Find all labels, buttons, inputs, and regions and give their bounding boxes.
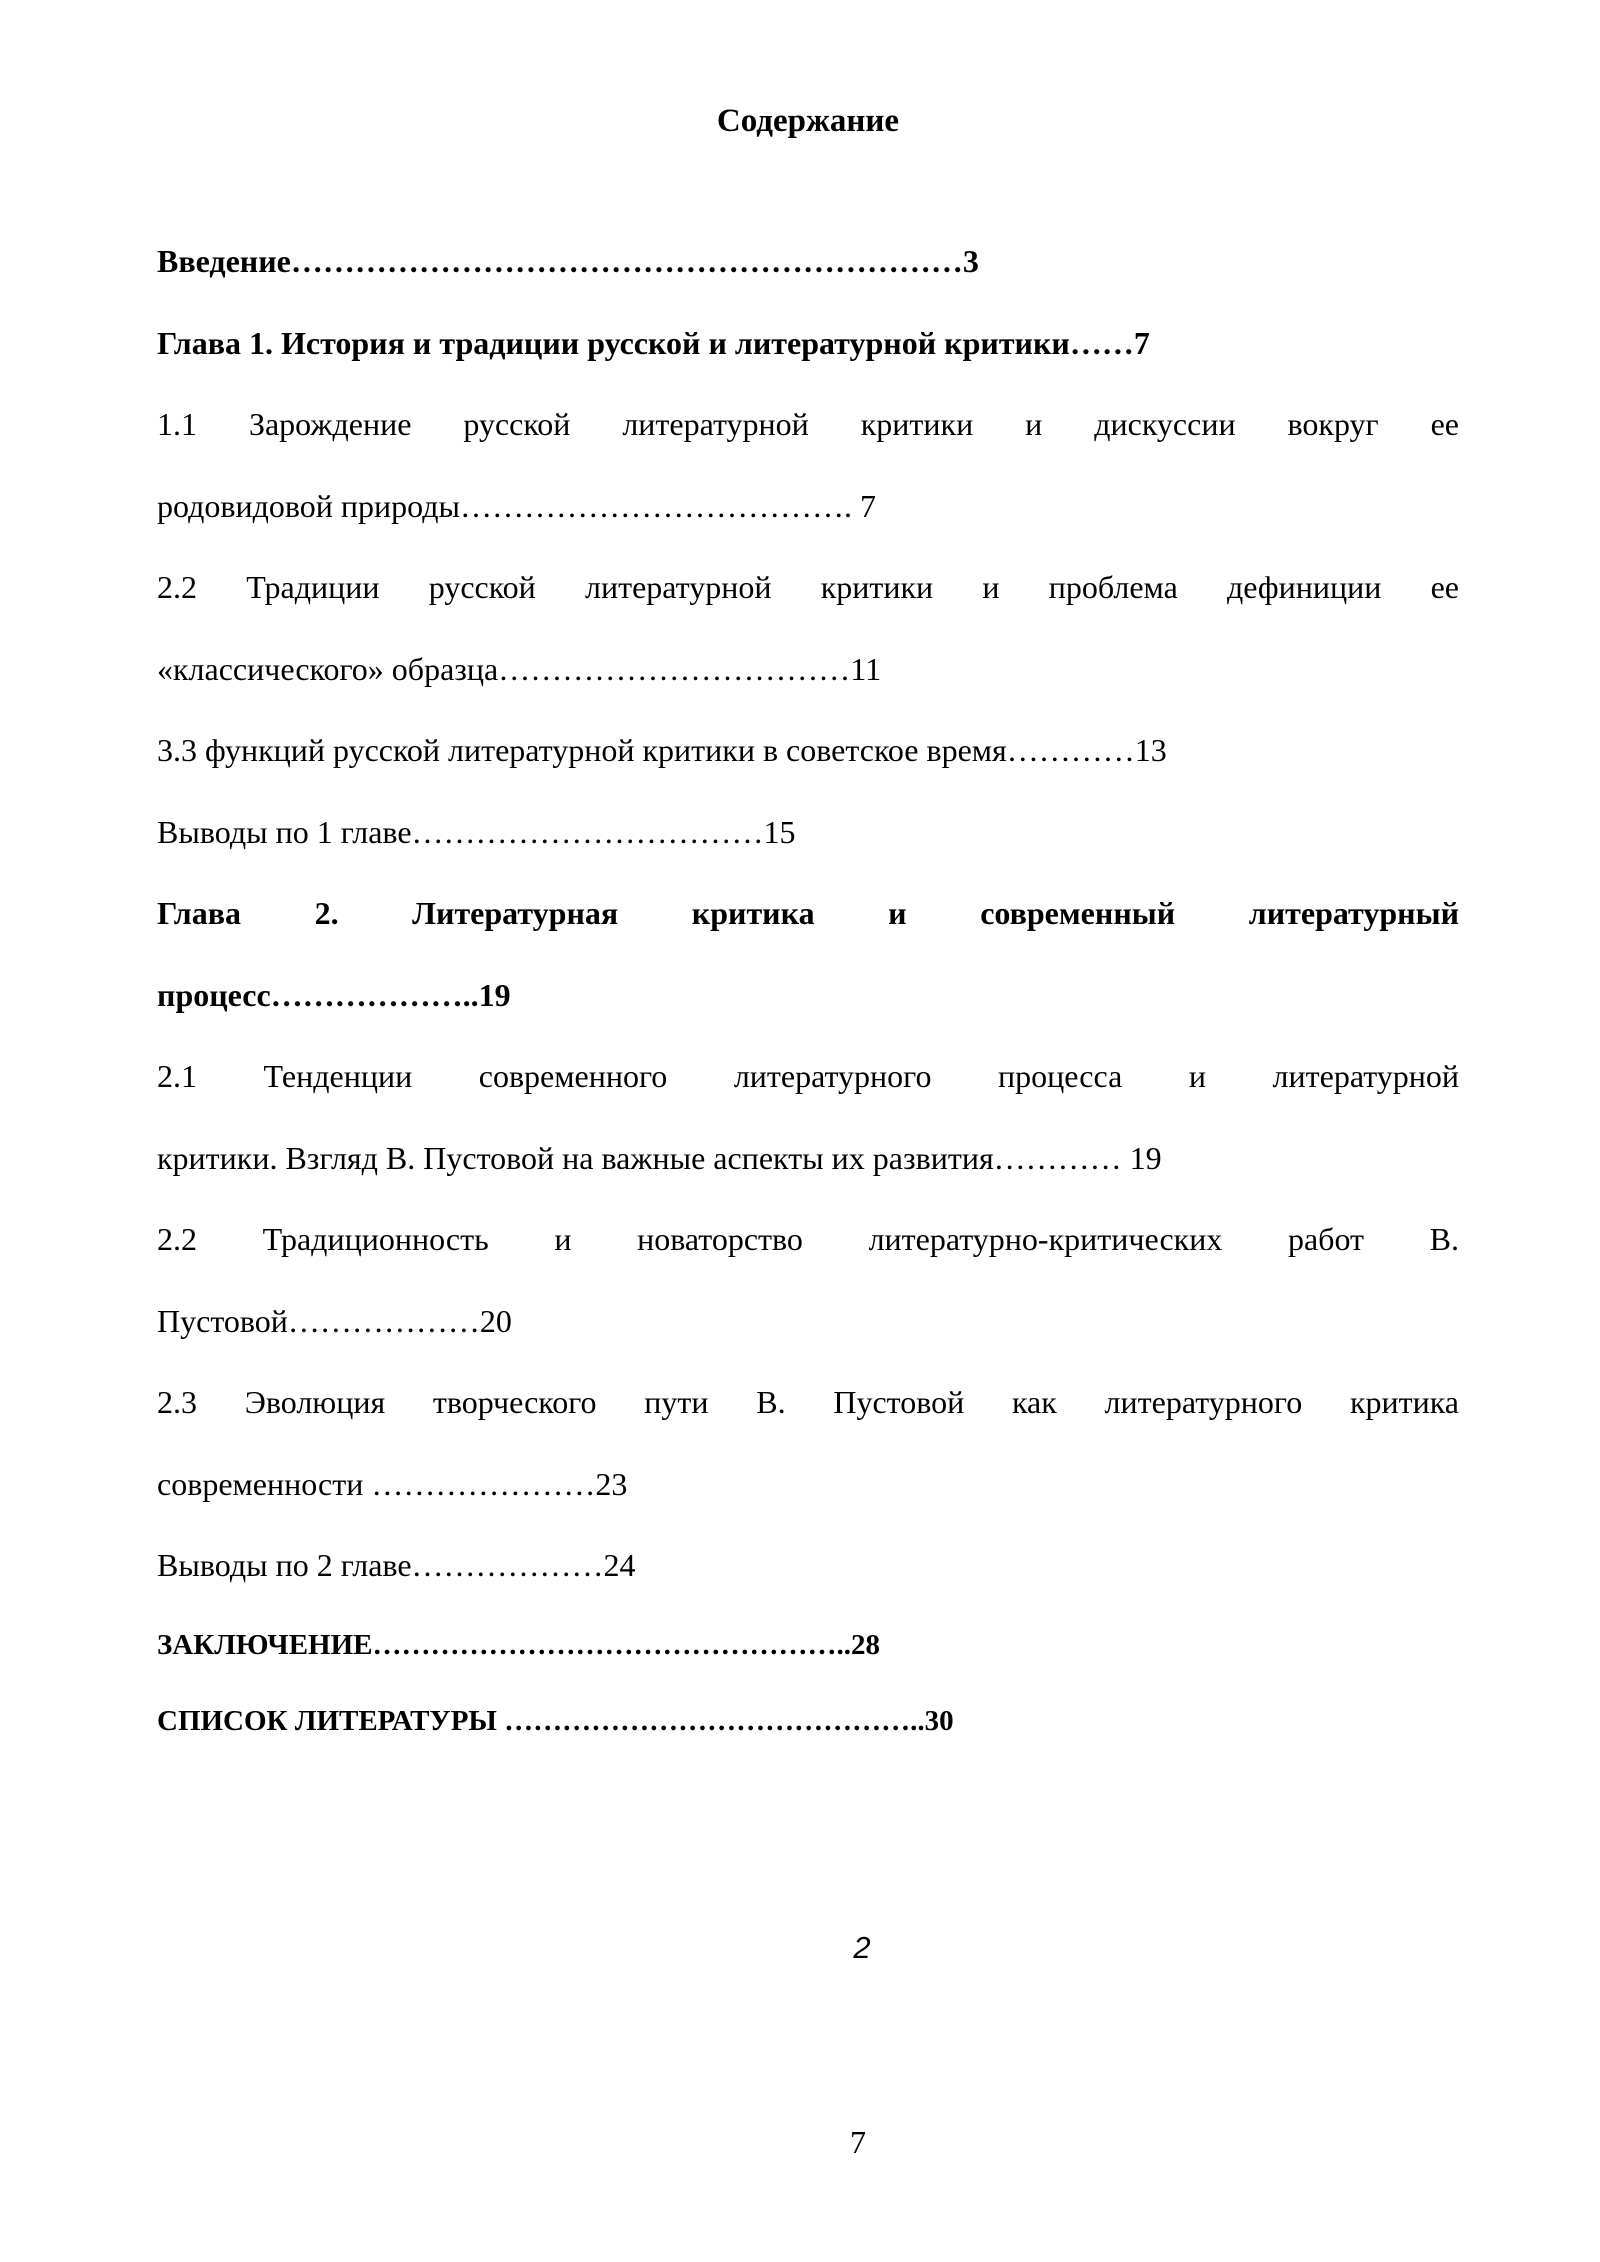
toc-line xyxy=(157,221,1459,303)
toc-line: Глава 2. Литературная критика и современный литературный xyxy=(157,895,1459,931)
dot-leader: ……………………………………………………… xyxy=(290,243,963,279)
entry-label: Глава 1. История и традиции русской и литературной критики xyxy=(157,324,1070,361)
entry-section-3-3 xyxy=(157,710,1459,792)
dot-leader: ………………… xyxy=(371,1465,596,1502)
page-ref: 30 xyxy=(924,1704,954,1737)
entry-label: Пустовой xyxy=(157,1302,288,1339)
page-ref: 7 xyxy=(852,487,876,524)
dot-leader: ………………………………. xyxy=(460,487,852,524)
page-ref: 7 xyxy=(1133,324,1150,361)
page-ref: 11 xyxy=(850,650,882,687)
toc-line xyxy=(157,1607,1459,1683)
page-ref: 23 xyxy=(595,1465,628,1502)
dot-leader: ………………………………………….. xyxy=(372,1628,852,1661)
page-ref: 19 xyxy=(1121,1139,1162,1176)
toc-line xyxy=(157,1281,1459,1363)
entry-label: ЗАКЛЮЧЕНИЕ xyxy=(157,1628,373,1661)
entry-conclusion xyxy=(157,1607,1459,1683)
page-ref: 13 xyxy=(1134,732,1167,768)
entry-label: критики. Взгляд В. Пустовой на важные аспекты их развития xyxy=(157,1139,994,1176)
toc-line xyxy=(157,1683,1459,1759)
page-ref: 3 xyxy=(962,243,979,279)
toc-title: Содержание xyxy=(716,103,900,139)
dot-leader: ………… xyxy=(993,1139,1122,1176)
entry-section-2-2-ch2 xyxy=(157,1199,1459,1362)
dot-leader: ……………… xyxy=(411,1547,604,1583)
dot-leader: …………………………… xyxy=(411,813,764,850)
dot-leader: ……………… xyxy=(287,1302,480,1339)
toc-line xyxy=(157,1444,1459,1526)
dot-leader: …… xyxy=(1069,324,1134,361)
toc-line: 1.1 Зарождение русской литературной критики и дискуссии вокруг ее xyxy=(157,406,1459,442)
toc-line xyxy=(157,955,1459,1037)
entry-label: Выводы по 1 главе xyxy=(157,813,412,850)
toc-line xyxy=(157,303,1459,385)
page-number-middle: 2 xyxy=(853,1930,871,1965)
toc-entries xyxy=(157,221,1459,1759)
entry-chapter-2 xyxy=(157,873,1459,1036)
dot-leader: ………… xyxy=(1006,732,1135,768)
entry-label: «классического» образца xyxy=(157,650,499,687)
entry-section-2-2-ch1 xyxy=(157,547,1459,710)
entry-label: процесс xyxy=(157,976,271,1013)
page-number-bottom: 7 xyxy=(850,2124,866,2160)
dot-leader: …………………………… xyxy=(498,650,851,687)
toc-line: 2.3 Эволюция творческого пути В. Пустовой как литературного критика xyxy=(157,1384,1459,1420)
entry-label: СПИСОК ЛИТЕРАТУРЫ xyxy=(157,1704,505,1737)
entry-label: 3.3 функций русской литературной критики в советское время xyxy=(157,732,1007,768)
entry-section-1-1 xyxy=(157,384,1459,547)
entry-conclusions-chapter-2 xyxy=(157,1525,1459,1607)
page-ref: 24 xyxy=(603,1547,636,1583)
toc-line xyxy=(157,792,1459,874)
toc-line: 2.1 Тенденции современного литературного процесса и литературной xyxy=(157,1058,1459,1094)
toc-line xyxy=(157,710,1459,792)
entry-conclusions-chapter-1 xyxy=(157,792,1459,874)
toc-line xyxy=(157,1118,1459,1200)
entry-label: Введение xyxy=(157,243,291,279)
entry-label: родовидовой природы xyxy=(157,487,460,524)
entry-section-2-3 xyxy=(157,1362,1459,1525)
entry-label: Выводы по 2 главе xyxy=(157,1547,412,1583)
toc-line: 2.2 Традиционность и новаторство литературно-критических работ В. xyxy=(157,1221,1459,1257)
toc-line xyxy=(157,629,1459,711)
page-ref: 19 xyxy=(478,976,511,1013)
page-ref: 28 xyxy=(851,1628,881,1661)
toc-line xyxy=(157,466,1459,548)
entry-label: современности xyxy=(157,1465,372,1502)
toc-line: 2.2 Традиции русской литературной критики и проблема дефиниции ее xyxy=(157,569,1459,605)
page-ref: 20 xyxy=(479,1302,512,1339)
entry-section-2-1 xyxy=(157,1036,1459,1199)
dot-leader: …………………………………….. xyxy=(504,1704,925,1737)
entry-bibliography xyxy=(157,1683,1459,1759)
dot-leader: ……………….. xyxy=(270,976,479,1013)
entry-introduction xyxy=(157,221,1459,303)
toc-line xyxy=(157,1525,1459,1607)
page-ref: 15 xyxy=(763,813,796,850)
entry-chapter-1 xyxy=(157,303,1459,385)
